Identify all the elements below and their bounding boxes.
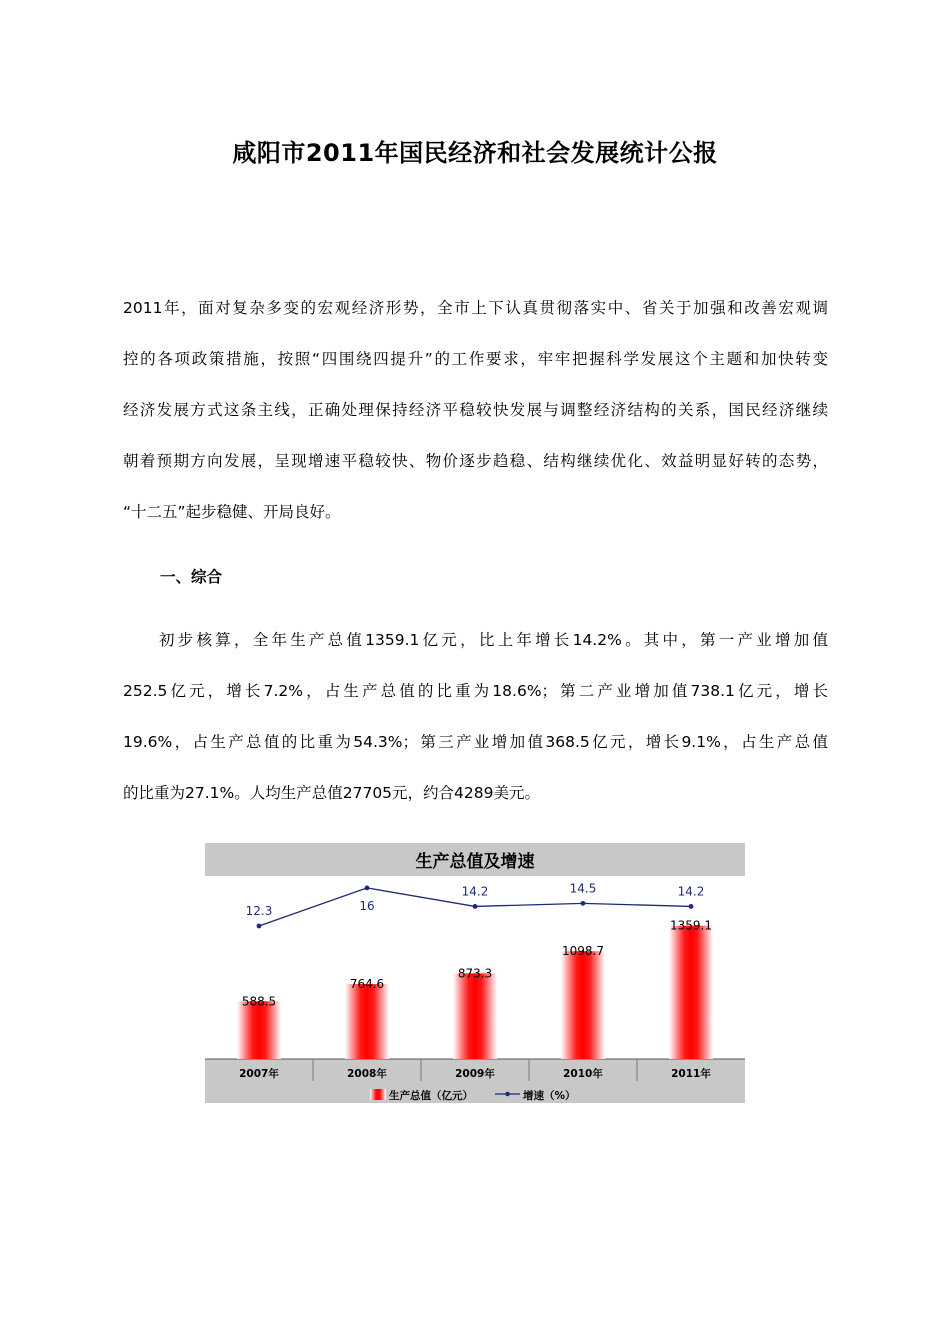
rate-point xyxy=(689,904,694,909)
gdp-chart xyxy=(205,843,745,1103)
section1-line: 252.5亿元，增长7.2%，占生产总值的比重为18.6%；第二产业增加值738.1亿元，增长 xyxy=(123,682,828,700)
x-tick-label: 2010年 xyxy=(563,1068,603,1080)
legend-bar-swatch xyxy=(370,1089,386,1100)
section1-line: 的比重为27.1%。人均生产总值27705元，约合4289美元。 xyxy=(123,784,540,802)
section1-paragraph xyxy=(123,630,828,834)
intro-line: 经济发展方式这条主线，正确处理保持经济平稳较快发展与调整经济结构的关系，国民经济继续 xyxy=(123,401,828,419)
intro-line: “十二五”起步稳健、开局良好。 xyxy=(123,503,341,521)
rate-point xyxy=(581,901,586,906)
intro-paragraph xyxy=(123,298,828,553)
rate-value-label: 14.5 xyxy=(569,881,597,896)
section-heading: 一、综合 xyxy=(160,568,223,586)
section1-line: 初步核算，全年生产总值1359.1亿元，比上年增长14.2%。其中，第一产业增加值 xyxy=(159,631,828,649)
legend-line-label: 增速（%） xyxy=(523,1090,576,1102)
bar-2008年 xyxy=(345,984,389,1059)
bar-value-label: 1098.7 xyxy=(562,944,604,959)
intro-line: 朝着预期方向发展，呈现增速平稳较快、物价逐步趋稳、结构继续优化、效益明显好转的态势， xyxy=(123,452,828,470)
x-tick-label: 2011年 xyxy=(671,1068,711,1080)
bar-value-label: 873.3 xyxy=(457,966,493,981)
bar-value-label: 764.6 xyxy=(349,976,385,991)
bar-2011年 xyxy=(669,926,713,1059)
rate-point xyxy=(473,904,478,909)
rate-value-label: 12.3 xyxy=(245,904,273,918)
bar-2010年 xyxy=(561,951,605,1059)
rate-value-label: 16 xyxy=(359,898,375,913)
gdp-chart-svg xyxy=(205,843,745,1103)
intro-line: 控的各项政策措施，按照“四围绕四提升”的工作要求，牢牢把握科学发展这个主题和加快转变 xyxy=(123,350,828,368)
chart-legend xyxy=(370,1089,576,1102)
chart-title: 生产总值及增速 xyxy=(415,852,535,872)
x-tick-label: 2009年 xyxy=(455,1068,495,1080)
bar-2009年 xyxy=(453,973,497,1059)
x-tick-label: 2008年 xyxy=(347,1068,387,1080)
rate-value-label: 14.2 xyxy=(461,884,489,899)
bar-2007年 xyxy=(237,1001,281,1059)
chart-axis-band xyxy=(205,1059,745,1103)
rate-point xyxy=(257,924,262,929)
intro-line: 2011年，面对复杂多变的宏观经济形势，全市上下认真贯彻落实中、省关于加强和改善宏观调 xyxy=(123,299,828,317)
rate-value-label: 14.2 xyxy=(677,884,705,899)
section1-line: 19.6%，占生产总值的比重为54.3%；第三产业增加值368.5亿元，增长9.1%，占生产总值 xyxy=(123,733,828,751)
rate-point xyxy=(365,885,370,890)
legend-bar-label: 生产总值（亿元） xyxy=(389,1090,473,1102)
page-title: 咸阳市2011年国民经济和社会发展统计公报 xyxy=(232,139,718,167)
bar-value-label: 1359.1 xyxy=(670,918,712,933)
legend-line-marker xyxy=(505,1092,510,1097)
bar-value-label: 588.5 xyxy=(241,994,277,1009)
x-tick-label: 2007年 xyxy=(239,1068,279,1080)
